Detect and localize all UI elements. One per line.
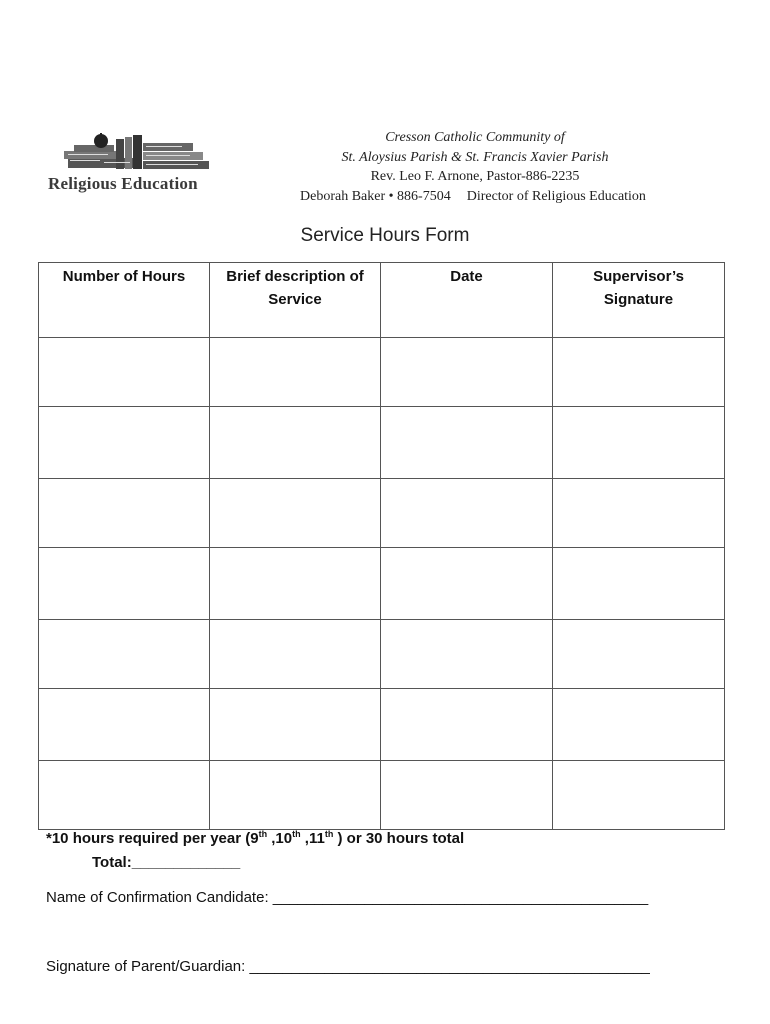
signature-cell[interactable] — [553, 620, 725, 689]
director-role: Director of Religious Education — [466, 188, 646, 204]
date-cell[interactable] — [381, 479, 553, 548]
column-header-hours: Number of Hours — [39, 263, 210, 338]
column-header-date: Date — [381, 263, 553, 338]
description-cell[interactable] — [210, 620, 381, 689]
table-row — [39, 761, 725, 830]
description-cell[interactable] — [210, 338, 381, 407]
service-hours-table — [38, 262, 725, 830]
signature-cell[interactable] — [553, 338, 725, 407]
date-cell[interactable] — [381, 761, 553, 830]
signature-cell[interactable] — [553, 548, 725, 620]
community-name: Cresson Catholic Community of — [385, 130, 565, 145]
form-title: Service Hours Form — [300, 225, 470, 246]
parish-names: St. Aloysius Parish & St. Francis Xavier Parish — [341, 149, 609, 165]
signature-cell[interactable] — [553, 479, 725, 548]
date-cell[interactable] — [381, 548, 553, 620]
books-and-apple-icon — [46, 133, 214, 175]
table-row — [39, 689, 725, 761]
column-header-signature: Supervisor’s Signature — [553, 263, 725, 338]
signature-cell[interactable] — [553, 689, 725, 761]
description-cell[interactable] — [210, 548, 381, 620]
religious-education-logo — [46, 133, 214, 197]
hours-cell[interactable] — [39, 548, 210, 620]
signature-cell[interactable] — [553, 761, 725, 830]
description-cell[interactable] — [210, 479, 381, 548]
table-row — [39, 407, 725, 479]
director-contact: Deborah Baker • 886-7504 — [300, 188, 451, 204]
date-cell[interactable] — [381, 689, 553, 761]
hours-cell[interactable] — [39, 338, 210, 407]
column-header-description: Brief description of Service — [210, 263, 381, 338]
logo-text: Religious Education — [48, 174, 198, 193]
date-cell[interactable] — [381, 407, 553, 479]
total-hours-field[interactable]: Total:_____________ — [92, 854, 241, 871]
table-row — [39, 548, 725, 620]
description-cell[interactable] — [210, 689, 381, 761]
hours-cell[interactable] — [39, 407, 210, 479]
parent-signature-field[interactable]: Signature of Parent/Guardian: ________________________________________________ — [46, 958, 650, 975]
date-cell[interactable] — [381, 338, 553, 407]
date-cell[interactable] — [381, 620, 553, 689]
description-cell[interactable] — [210, 761, 381, 830]
table-row — [39, 620, 725, 689]
hours-cell[interactable] — [39, 761, 210, 830]
hours-cell[interactable] — [39, 620, 210, 689]
hours-requirement-note: *10 hours required per year (9th ,10th ,11th ) or 30 hours total — [46, 829, 465, 847]
table-header-row — [39, 263, 725, 338]
hours-cell[interactable] — [39, 689, 210, 761]
signature-cell[interactable] — [553, 407, 725, 479]
parish-header — [280, 128, 670, 206]
pastor-line: Rev. Leo F. Arnone, Pastor-886-2235 — [370, 169, 580, 184]
candidate-name-field[interactable]: Name of Confirmation Candidate: _____________________________________________ — [46, 889, 649, 906]
table-row — [39, 338, 725, 407]
description-cell[interactable] — [210, 407, 381, 479]
table-row — [39, 479, 725, 548]
director-line — [300, 187, 670, 207]
hours-cell[interactable] — [39, 479, 210, 548]
